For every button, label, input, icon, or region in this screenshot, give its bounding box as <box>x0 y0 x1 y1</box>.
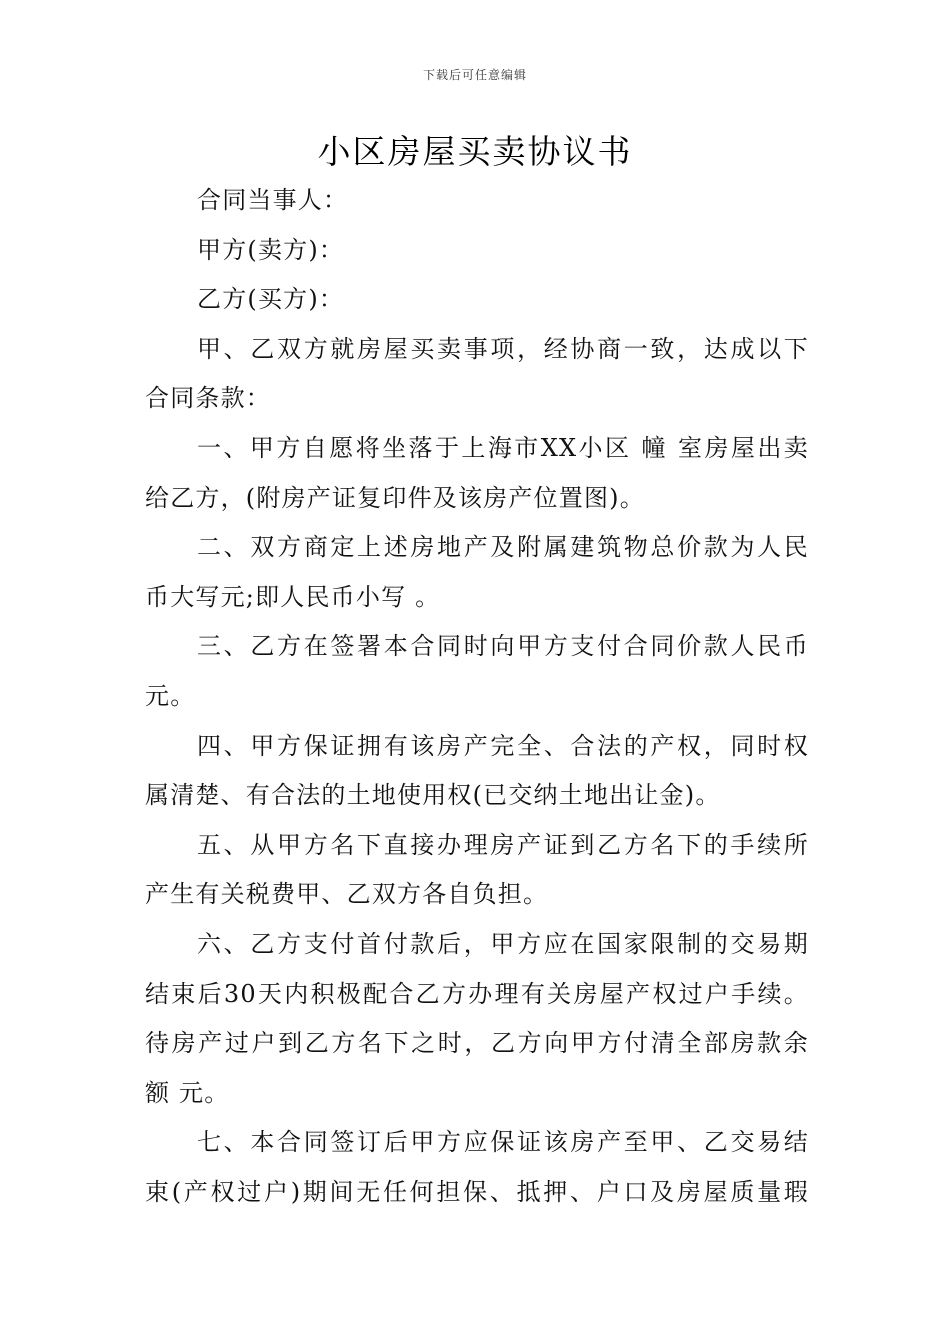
clause-5-line: 五、从甲方名下直接办理房产证到乙方名下的手续所 <box>197 830 809 859</box>
clause-3-line: 三、乙方在签署本合同时向甲方支付合同价款人民币 <box>197 632 809 661</box>
clause-6-line: 待房产过户到乙方名下之时，乙方向甲方付清全部房款余 <box>145 1029 809 1058</box>
clause-4-line: 属清楚、有合法的土地使用权(已交纳土地出让金)。 <box>145 781 721 810</box>
clause-7-line: 束(产权过户)期间无任何担保、抵押、户口及房屋质量瑕 <box>145 1177 809 1206</box>
clause-6-line: 额 元。 <box>145 1078 230 1107</box>
clause-6-line: 结束后30天内积极配合乙方办理有关房屋产权过户手续。 <box>145 979 809 1008</box>
clause-1-line: 一、甲方自愿将坐落于上海市XX小区 幢 室房屋出卖 <box>197 433 809 462</box>
clause-7-line: 七、本合同签订后甲方应保证该房产至甲、乙交易结 <box>197 1128 809 1157</box>
clause-3-line: 元。 <box>145 681 196 710</box>
clause-6-line: 六、乙方支付首付款后，甲方应在国家限制的交易期 <box>197 929 809 958</box>
document-title: 小区房屋买卖协议书 <box>317 132 633 171</box>
intro-paragraph-line: 合同条款： <box>145 384 271 413</box>
clause-2-line: 二、双方商定上述房地产及附属建筑物总价款为人民 <box>197 533 809 562</box>
clause-2-line: 币大写元;即人民币小写 。 <box>145 582 441 611</box>
intro-paragraph-line: 甲、乙双方就房屋买卖事项，经协商一致，达成以下 <box>197 334 809 363</box>
clause-5-line: 产生有关税费甲、乙双方各自负担。 <box>145 880 549 909</box>
party-a-line: 甲方(卖方)： <box>197 235 345 264</box>
header-note: 下载后可任意编辑 <box>422 68 527 82</box>
party-b-line: 乙方(买方)： <box>197 285 345 314</box>
document-body <box>145 176 809 1217</box>
clause-1-line: 给乙方，(附房产证复印件及该房产位置图)。 <box>145 483 645 512</box>
party-heading: 合同当事人： <box>197 186 349 214</box>
clause-4-line: 四、甲方保证拥有该房产完全、合法的产权，同时权 <box>197 731 809 760</box>
